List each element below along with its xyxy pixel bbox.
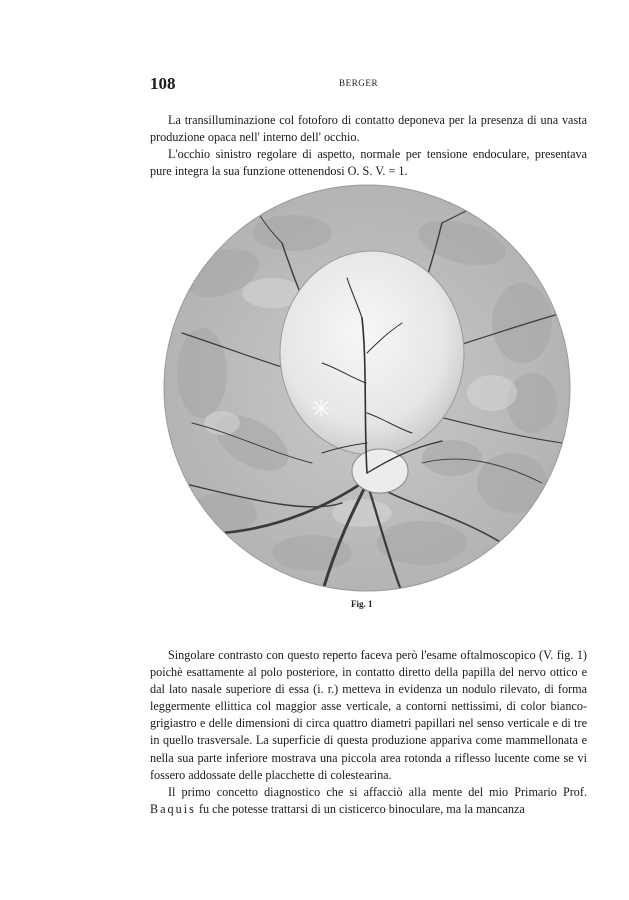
text-segment: fu che potesse trattarsi di un cisticerco binoculare, ma la mancanza bbox=[198, 801, 525, 816]
fundus-illustration bbox=[162, 183, 572, 593]
text-segment: Il primo concetto diagnostico che si affacciò alla mente del mio Primario Prof. bbox=[168, 784, 587, 799]
text-line: L'occhio sinistro regolare di aspetto, normale per tensione endoculare, presentava pure integra la sua funzione ottenendosi O. S. V. = 1. bbox=[150, 147, 587, 179]
paragraph-ophthalmoscopic bbox=[150, 647, 587, 818]
running-head: BERGER bbox=[339, 78, 379, 88]
figure-caption: Fig. 1 bbox=[351, 599, 373, 609]
paragraph-transillumination bbox=[150, 112, 587, 180]
reflex-spot bbox=[312, 399, 330, 417]
nodule bbox=[280, 251, 464, 455]
text-line: La transilluminazione col fotoforo di contatto deponeva per la presenza di una vasta produzione opaca nell' interno dell' occhio. bbox=[150, 113, 587, 145]
paragraph-text bbox=[150, 784, 587, 818]
page-number: 108 bbox=[150, 74, 176, 93]
paragraph-text: Singolare contrasto con questo reperto faceva però l'esame oftalmoscopico (V. fig. 1) poichè esattamente al polo posteriore, in contatto diretto della papilla del nervo ottico e dal lato nasale superiore di essa (i. r.) metteva in evidenza un nodulo rilevato, di forma leggermente ellittica col maggior asse verticale, a contorni nettissimi, di color bianco-grigiastro e delle dimensioni di circa quattro diametri papillari nel senso verticale e di tre in quello trasversale. La superficie di questa produzione appariva come mammellonata e nella sua parte inferiore mostrava una piccola area rotonda a riflesso lucente come se vi fossero addossate delle placchette di colestearina. bbox=[150, 648, 587, 782]
surname: Baquis bbox=[150, 801, 196, 816]
